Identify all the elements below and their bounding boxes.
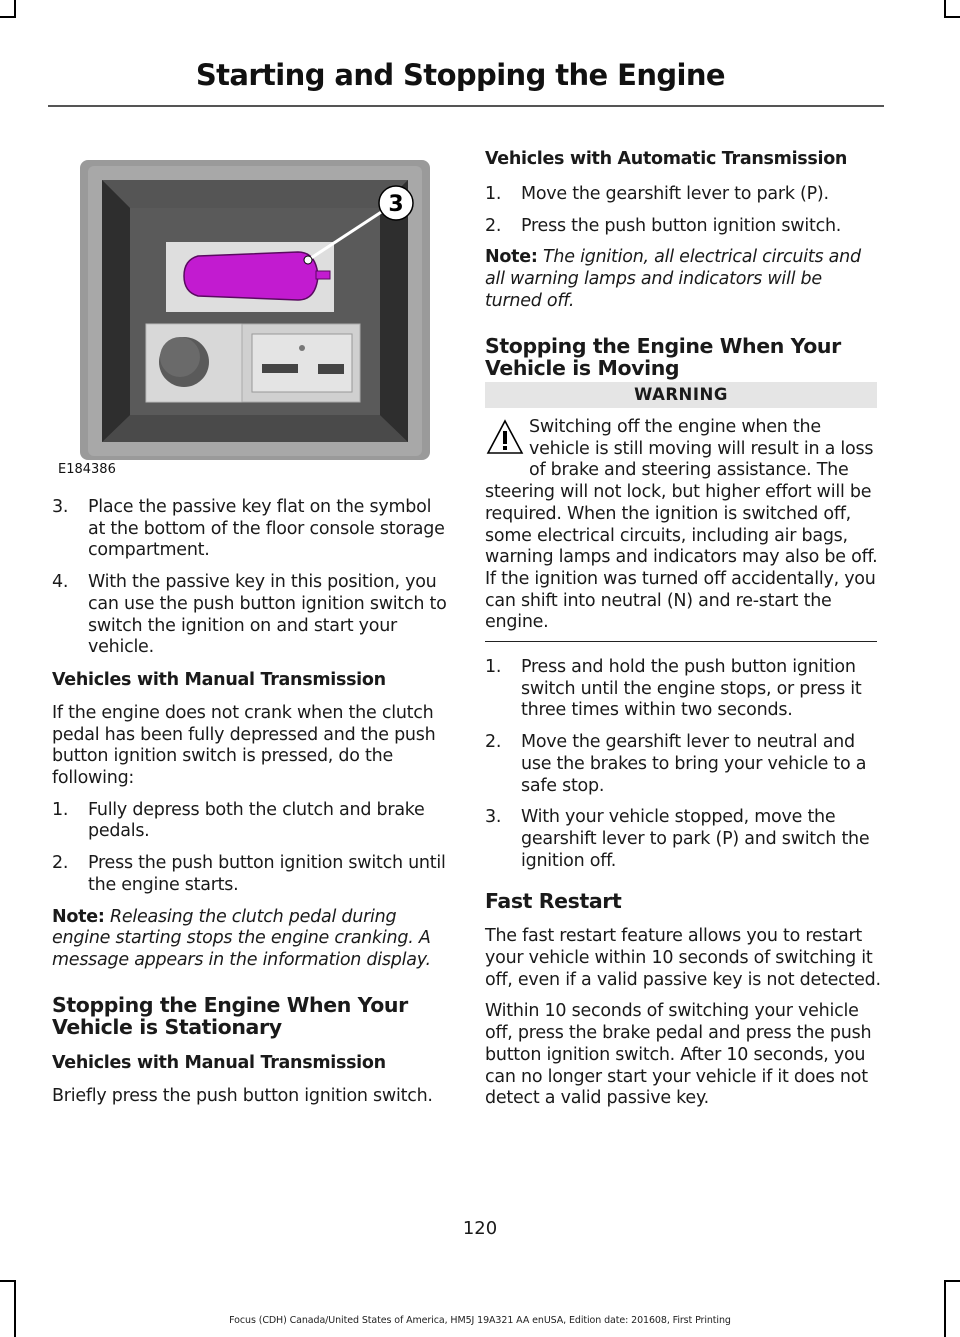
left-column	[52, 497, 448, 1117]
manual-intro: If the engine does not crank when the clutch pedal has been fully depressed and the push button ignition switch is pressed, do the following:	[52, 702, 436, 789]
page-title: Starting and Stopping the Engine	[195, 58, 725, 92]
list-item	[52, 800, 448, 843]
header-divider	[48, 105, 884, 107]
list-text: With the passive key in this position, you can use the push button ignition switch to switch the ignition on and start your vehicle.	[88, 572, 447, 658]
paragraph: Briefly press the push button ignition switch.	[52, 1085, 433, 1106]
list-item	[52, 497, 448, 562]
section-heading: Stopping the Engine When Your Vehicle is Stationary	[52, 992, 408, 1039]
list-number: 4.	[52, 572, 69, 593]
list-number: 2.	[52, 853, 69, 874]
crop-mark	[0, 16, 16, 18]
list-item	[485, 657, 881, 722]
list-item	[485, 732, 881, 797]
subheading: Vehicles with Manual Transmission	[52, 1052, 386, 1073]
list-number: 1.	[485, 657, 502, 677]
page-number: 120	[462, 1218, 498, 1239]
list-text: Fully depress both the clutch and brake pedals.	[88, 799, 425, 842]
list-text: Move the gearshift lever to neutral and use the brakes to bring your vehicle to a safe stop.	[521, 732, 867, 796]
list-text: Place the passive key flat on the symbol at the bottom of the floor console storage compartment.	[88, 497, 445, 561]
list-item	[485, 807, 881, 872]
crop-mark	[14, 1280, 16, 1337]
crop-mark	[0, 1280, 16, 1282]
list-number: 1.	[52, 799, 69, 820]
list-text: Move the gearshift lever to park (P).	[521, 184, 829, 204]
list-item	[485, 184, 881, 206]
list-item	[52, 572, 448, 659]
console-storage-figure	[80, 160, 430, 482]
list-text: Press the push button ignition switch.	[521, 215, 842, 236]
note	[52, 907, 448, 972]
list-number: 2.	[485, 732, 502, 753]
figure-callout: 3	[388, 192, 404, 217]
note	[485, 247, 881, 312]
note-label: Note:	[52, 906, 105, 927]
warning-divider	[485, 641, 877, 642]
list-text: Press the push button ignition switch until the engine starts.	[88, 853, 446, 895]
section-heading: Stopping the Engine When Your Vehicle is Moving	[485, 333, 841, 380]
warning-text: Switching off the engine when the vehicle is still moving will result in a loss of brake and steering assistance. The steering will not lock, but higher effort will be required. When the ignition is switched off, some electrical circuits, including air bags, warning lamps and indicators may also be off. If the ignition was turned off accidentally, you can shift into neutral (N) and re-start the engine.	[485, 417, 878, 633]
paragraph: Within 10 seconds of switching your vehicle off, press the brake pedal and press the push button ignition switch. After 10 seconds, you can no longer start your vehicle if it does not detect a valid passive key.	[485, 1001, 872, 1109]
crop-mark	[944, 16, 960, 18]
crop-mark	[944, 1280, 960, 1282]
list-text: With your vehicle stopped, move the gearshift lever to park (P) and switch the ignition off.	[521, 807, 870, 871]
warning-header: WARNING	[485, 382, 877, 408]
figure-code: E184386	[58, 462, 116, 477]
section-heading: Fast Restart	[485, 889, 622, 914]
right-column-top	[485, 148, 881, 393]
list-text: Press and hold the push button ignition switch until the engine stops, or press it three times within two seconds.	[521, 657, 862, 721]
list-number: 3.	[485, 807, 502, 828]
auto-heading: Vehicles with Automatic Transmission	[485, 149, 848, 169]
list-number: 1.	[485, 184, 502, 204]
list-number: 2.	[485, 215, 502, 236]
list-item	[485, 216, 881, 238]
manual-heading: Vehicles with Manual Transmission	[52, 669, 386, 690]
note-text: The ignition, all electrical circuits and all warning lamps and indicators will be turned off.	[485, 247, 861, 311]
list-item	[52, 853, 448, 896]
right-column-bottom	[485, 657, 881, 1120]
footer-text: Focus (CDH) Canada/United States of America, HM5J 19A321 AA enUSA, Edition date: 201608, First Printing	[229, 1315, 731, 1326]
note-text: Releasing the clutch pedal during engine starting stops the engine cranking. A message appears in the information display.	[52, 906, 431, 970]
crop-mark	[944, 1280, 946, 1337]
paragraph: The fast restart feature allows you to restart your vehicle within 10 seconds of switching it off, even if a valid passive key is not detected.	[485, 926, 881, 990]
note-label: Note:	[485, 247, 538, 268]
list-number: 3.	[52, 497, 69, 517]
